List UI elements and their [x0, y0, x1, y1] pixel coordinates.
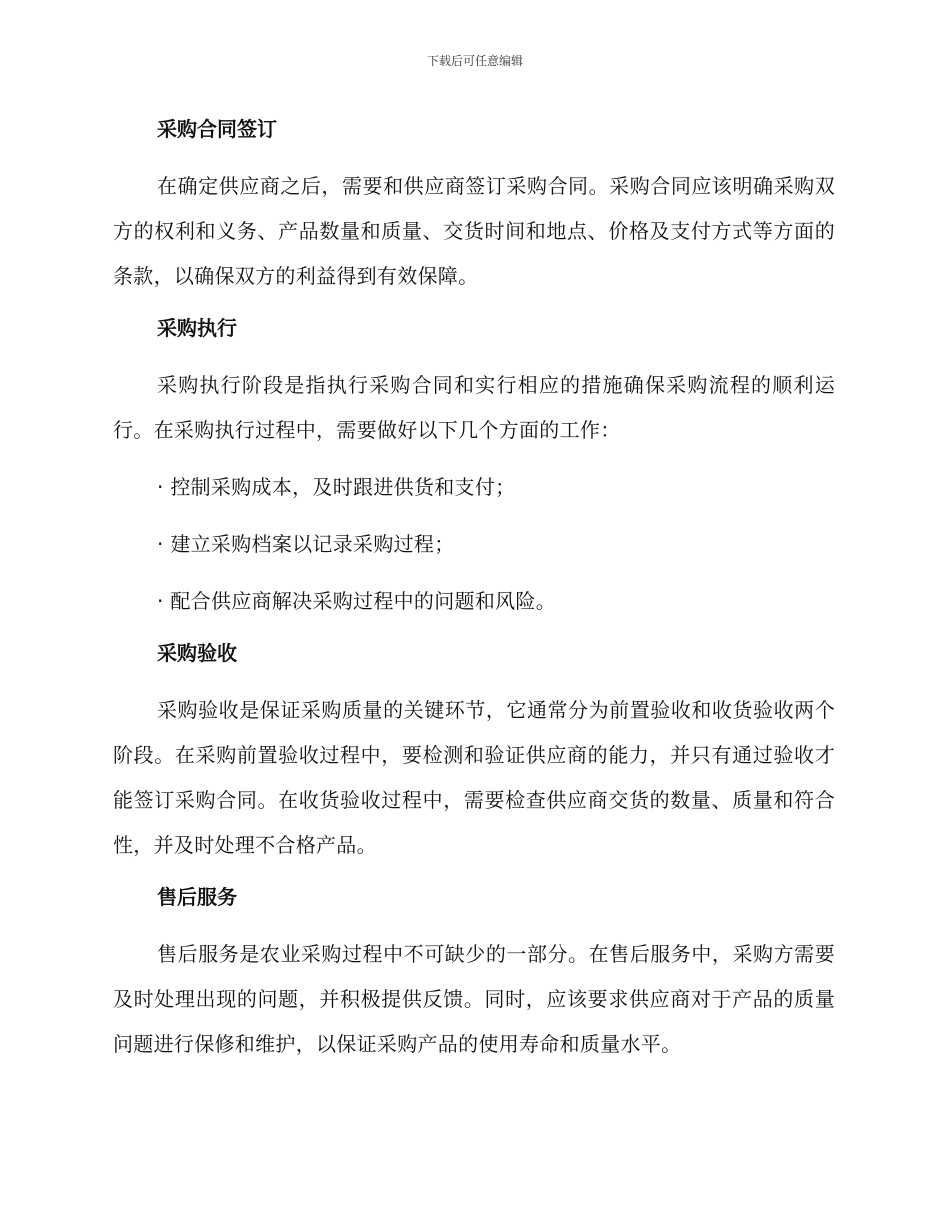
page-header-note: 下载后可任意编辑 — [426, 54, 523, 68]
bullet-item-supplier-issues: · 配合供应商解决采购过程中的问题和风险。 — [157, 589, 557, 613]
section-paragraph-acceptance: 采购验收是保证采购质量的关键环节，它通常分为前置验收和收货验收两个阶段。在采购前置验收过程中，要检测和验证供应商的能力，并只有通过验收才能签订采购合同。在收货验收过程中，需要检查供应商交货的数量、质量和符合性，并及时处理不合格产品。 — [113, 698, 835, 857]
bullet-item-cost-control: · 控制采购成本，及时跟进供货和支付； — [157, 475, 516, 499]
bullet-item-archive: · 建立采购档案以记录采购过程； — [157, 532, 455, 556]
section-heading-execution: 采购执行 — [157, 316, 237, 340]
section-paragraph-execution: 采购执行阶段是指执行采购合同和实行相应的措施确保采购流程的顺利运行。在采购执行过程中，需要做好以下几个方面的工作： — [113, 373, 835, 442]
document-body — [113, 111, 835, 1067]
section-heading-contract: 采购合同签订 — [157, 117, 277, 141]
section-heading-after-sales: 售后服务 — [157, 885, 237, 909]
section-paragraph-after-sales: 售后服务是农业采购过程中不可缺少的一部分。在售后服务中，采购方需要及时处理出现的问题，并积极提供反馈。同时，应该要求供应商对于产品的质量问题进行保修和维护，以保证采购产品的使用寿命和质量水平。 — [113, 942, 835, 1056]
section-heading-acceptance: 采购验收 — [157, 641, 237, 665]
section-paragraph-contract: 在确定供应商之后，需要和供应商签订采购合同。采购合同应该明确采购双方的权利和义务、产品数量和质量、交货时间和地点、价格及支付方式等方面的条款，以确保双方的利益得到有效保障。 — [113, 174, 835, 288]
